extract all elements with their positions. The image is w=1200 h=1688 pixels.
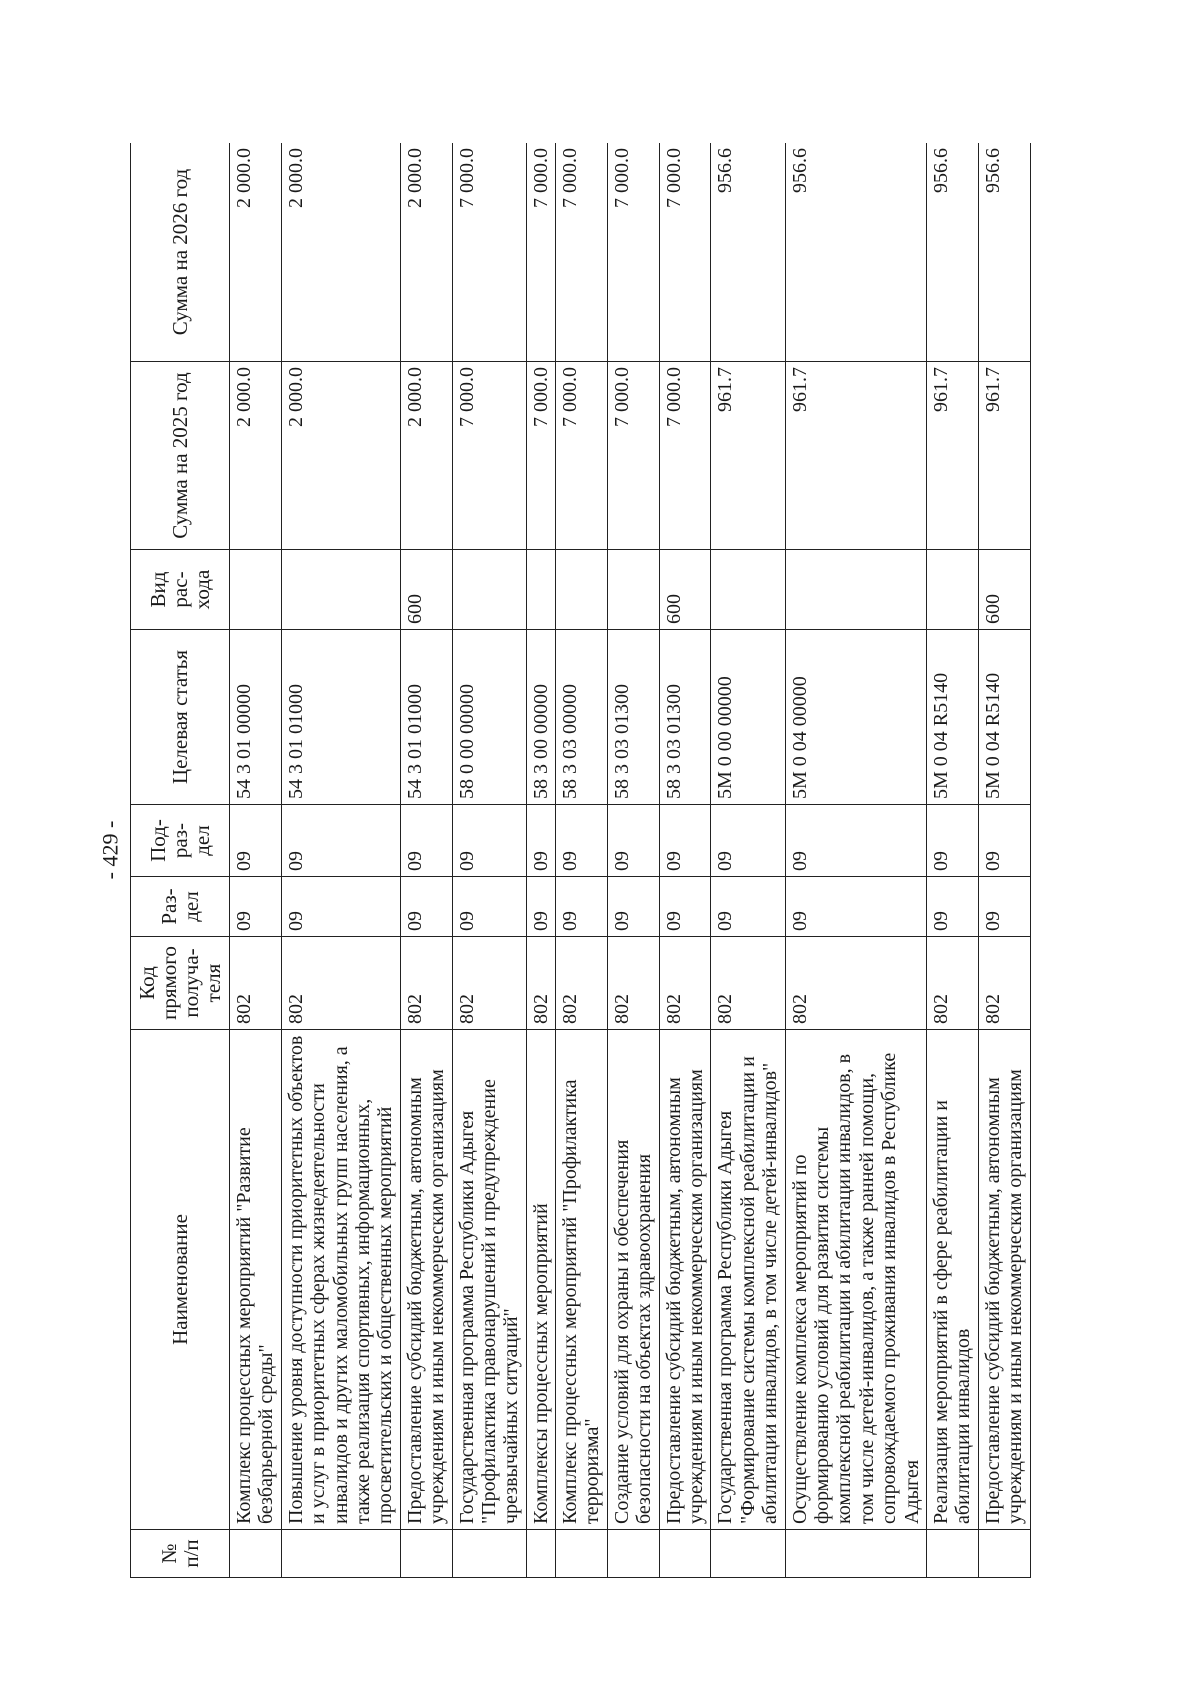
table-row — [452, 143, 526, 1578]
header-no: № п/п — [131, 1530, 230, 1578]
cell-sum-2025: 7 000.0 — [659, 362, 711, 550]
cell-target: 54 3 01 00000 — [230, 630, 282, 805]
cell-target: 54 3 01 01000 — [281, 630, 400, 805]
cell-code: 802 — [281, 937, 400, 1030]
cell-sum-2025: 961.7 — [978, 362, 1030, 550]
table-row — [281, 143, 400, 1578]
cell-name: Создание условий для охраны и обеспечения безопасности на объектах здравоохранения — [607, 1030, 659, 1530]
cell-no — [281, 1530, 400, 1578]
cell-section: 09 — [526, 877, 555, 937]
cell-expense-type — [452, 550, 526, 630]
cell-expense-type — [230, 550, 282, 630]
header-row — [131, 143, 230, 1578]
cell-code: 802 — [711, 937, 785, 1030]
cell-no — [526, 1530, 555, 1578]
table-row — [400, 143, 452, 1578]
cell-code: 802 — [556, 937, 608, 1030]
cell-code: 802 — [978, 937, 1030, 1030]
cell-no — [556, 1530, 608, 1578]
cell-name: Комплексы процессных мероприятий — [526, 1030, 555, 1530]
cell-expense-type: 600 — [978, 550, 1030, 630]
header-sum-2026: Сумма на 2026 год — [131, 143, 230, 362]
cell-target: 58 3 00 00000 — [526, 630, 555, 805]
header-subsection: Под- раз- дел — [131, 805, 230, 877]
cell-code: 802 — [452, 937, 526, 1030]
cell-name: Предоставление субсидий бюджетным, автономным учреждениям и иным некоммерческим организациям — [659, 1030, 711, 1530]
cell-target: 5М 0 04 R5140 — [926, 630, 978, 805]
cell-subsection: 09 — [711, 805, 785, 877]
cell-sum-2026: 956.6 — [785, 143, 926, 362]
cell-expense-type — [926, 550, 978, 630]
cell-expense-type — [607, 550, 659, 630]
cell-name: Комплекс процессных мероприятий "Профилактика терроризма" — [556, 1030, 608, 1530]
cell-section: 09 — [978, 877, 1030, 937]
cell-no — [978, 1530, 1030, 1578]
cell-name: Повышение уровня доступности приоритетных объектов и услуг в приоритетных сферах жизнедеятельности инвалидов и других маломобильных групп населения, а также реализация спортивных, информационных, просветительских и общественных мероприятий — [281, 1030, 400, 1530]
cell-target: 58 3 03 00000 — [556, 630, 608, 805]
document-sheet — [130, 143, 1035, 1578]
cell-section: 09 — [711, 877, 785, 937]
cell-section: 09 — [230, 877, 282, 937]
cell-subsection: 09 — [281, 805, 400, 877]
table-body — [230, 143, 1031, 1578]
rotated-table-container — [130, 143, 1035, 1578]
cell-code: 802 — [926, 937, 978, 1030]
cell-section: 09 — [556, 877, 608, 937]
cell-sum-2026: 7 000.0 — [526, 143, 555, 362]
cell-target: 58 3 03 01300 — [607, 630, 659, 805]
cell-section: 09 — [281, 877, 400, 937]
cell-section: 09 — [607, 877, 659, 937]
page-number-text: - 429 - — [97, 820, 122, 880]
cell-sum-2025: 961.7 — [926, 362, 978, 550]
header-expense-type: Вид рас- хода — [131, 550, 230, 630]
budget-table — [130, 143, 1031, 1578]
cell-no — [785, 1530, 926, 1578]
cell-sum-2025: 2 000.0 — [400, 362, 452, 550]
header-name: Наименование — [131, 1030, 230, 1530]
table-row — [659, 143, 711, 1578]
cell-subsection: 09 — [607, 805, 659, 877]
cell-sum-2026: 7 000.0 — [556, 143, 608, 362]
cell-expense-type — [281, 550, 400, 630]
cell-sum-2026: 2 000.0 — [400, 143, 452, 362]
cell-section: 09 — [659, 877, 711, 937]
header-section: Раз- дел — [131, 877, 230, 937]
cell-target: 58 3 03 01300 — [659, 630, 711, 805]
cell-sum-2026: 2 000.0 — [230, 143, 282, 362]
cell-sum-2026: 956.6 — [711, 143, 785, 362]
cell-sum-2026: 2 000.0 — [281, 143, 400, 362]
cell-sum-2026: 7 000.0 — [607, 143, 659, 362]
cell-section: 09 — [400, 877, 452, 937]
header-code: Код прямого получа- теля — [131, 937, 230, 1030]
header-sum-2025: Сумма на 2025 год — [131, 362, 230, 550]
cell-sum-2025: 2 000.0 — [230, 362, 282, 550]
cell-name: Предоставление субсидий бюджетным, автономным учреждениям и иным некоммерческим организациям — [400, 1030, 452, 1530]
cell-subsection: 09 — [526, 805, 555, 877]
table-row — [556, 143, 608, 1578]
table-row — [926, 143, 978, 1578]
cell-subsection: 09 — [978, 805, 1030, 877]
cell-name: Государственная программа Республики Адыгея "Формирование системы комплексной реабилитации и абилитации инвалидов, в том числе детей-инвалидов" — [711, 1030, 785, 1530]
cell-sum-2026: 956.6 — [926, 143, 978, 362]
table-row — [607, 143, 659, 1578]
cell-name: Осуществление комплекса мероприятий по формированию условий для развития системы комплексной реабилитации и абилитации инвалидов, в том числе детей-инвалидов, а также ранней помощи, сопровождаемого проживания инвалидов в Республике Адыгея — [785, 1030, 926, 1530]
cell-target: 58 0 00 00000 — [452, 630, 526, 805]
cell-code: 802 — [659, 937, 711, 1030]
cell-subsection: 09 — [556, 805, 608, 877]
cell-subsection: 09 — [926, 805, 978, 877]
cell-sum-2025: 7 000.0 — [556, 362, 608, 550]
cell-subsection: 09 — [785, 805, 926, 877]
cell-no — [711, 1530, 785, 1578]
cell-no — [230, 1530, 282, 1578]
cell-sum-2025: 7 000.0 — [452, 362, 526, 550]
cell-sum-2025: 961.7 — [711, 362, 785, 550]
cell-code: 802 — [607, 937, 659, 1030]
cell-sum-2025: 7 000.0 — [526, 362, 555, 550]
cell-sum-2026: 7 000.0 — [659, 143, 711, 362]
cell-no — [926, 1530, 978, 1578]
cell-subsection: 09 — [659, 805, 711, 877]
table-row — [978, 143, 1030, 1578]
cell-expense-type: 600 — [659, 550, 711, 630]
cell-section: 09 — [452, 877, 526, 937]
table-row — [785, 143, 926, 1578]
cell-expense-type — [556, 550, 608, 630]
table-header — [131, 143, 230, 1578]
cell-section: 09 — [785, 877, 926, 937]
cell-no — [400, 1530, 452, 1578]
cell-code: 802 — [785, 937, 926, 1030]
cell-sum-2026: 7 000.0 — [452, 143, 526, 362]
cell-target: 5М 0 04 00000 — [785, 630, 926, 805]
cell-subsection: 09 — [230, 805, 282, 877]
cell-name: Государственная программа Республики Адыгея "Профилактика правонарушений и предупреждение чрезвычайных ситуаций" — [452, 1030, 526, 1530]
cell-name: Комплекс процессных мероприятий "Развитие безбарьерной среды" — [230, 1030, 282, 1530]
cell-sum-2025: 961.7 — [785, 362, 926, 550]
table-row — [526, 143, 555, 1578]
cell-no — [607, 1530, 659, 1578]
cell-expense-type — [711, 550, 785, 630]
cell-target: 5М 0 00 00000 — [711, 630, 785, 805]
cell-sum-2026: 956.6 — [978, 143, 1030, 362]
table-row — [230, 143, 282, 1578]
cell-no — [452, 1530, 526, 1578]
table-row — [711, 143, 785, 1578]
cell-expense-type — [785, 550, 926, 630]
cell-code: 802 — [526, 937, 555, 1030]
cell-expense-type: 600 — [400, 550, 452, 630]
cell-target: 5М 0 04 R5140 — [978, 630, 1030, 805]
header-target: Целевая статья — [131, 630, 230, 805]
cell-expense-type — [526, 550, 555, 630]
cell-sum-2025: 2 000.0 — [281, 362, 400, 550]
cell-code: 802 — [230, 937, 282, 1030]
cell-no — [659, 1530, 711, 1578]
cell-target: 54 3 01 01000 — [400, 630, 452, 805]
cell-sum-2025: 7 000.0 — [607, 362, 659, 550]
cell-code: 802 — [400, 937, 452, 1030]
cell-subsection: 09 — [400, 805, 452, 877]
page-number — [90, 820, 130, 880]
cell-name: Реализация мероприятий в сфере реабилитации и абилитации инвалидов — [926, 1030, 978, 1530]
cell-name: Предоставление субсидий бюджетным, автономным учреждениям и иным некоммерческим организациям — [978, 1030, 1030, 1530]
cell-subsection: 09 — [452, 805, 526, 877]
cell-section: 09 — [926, 877, 978, 937]
